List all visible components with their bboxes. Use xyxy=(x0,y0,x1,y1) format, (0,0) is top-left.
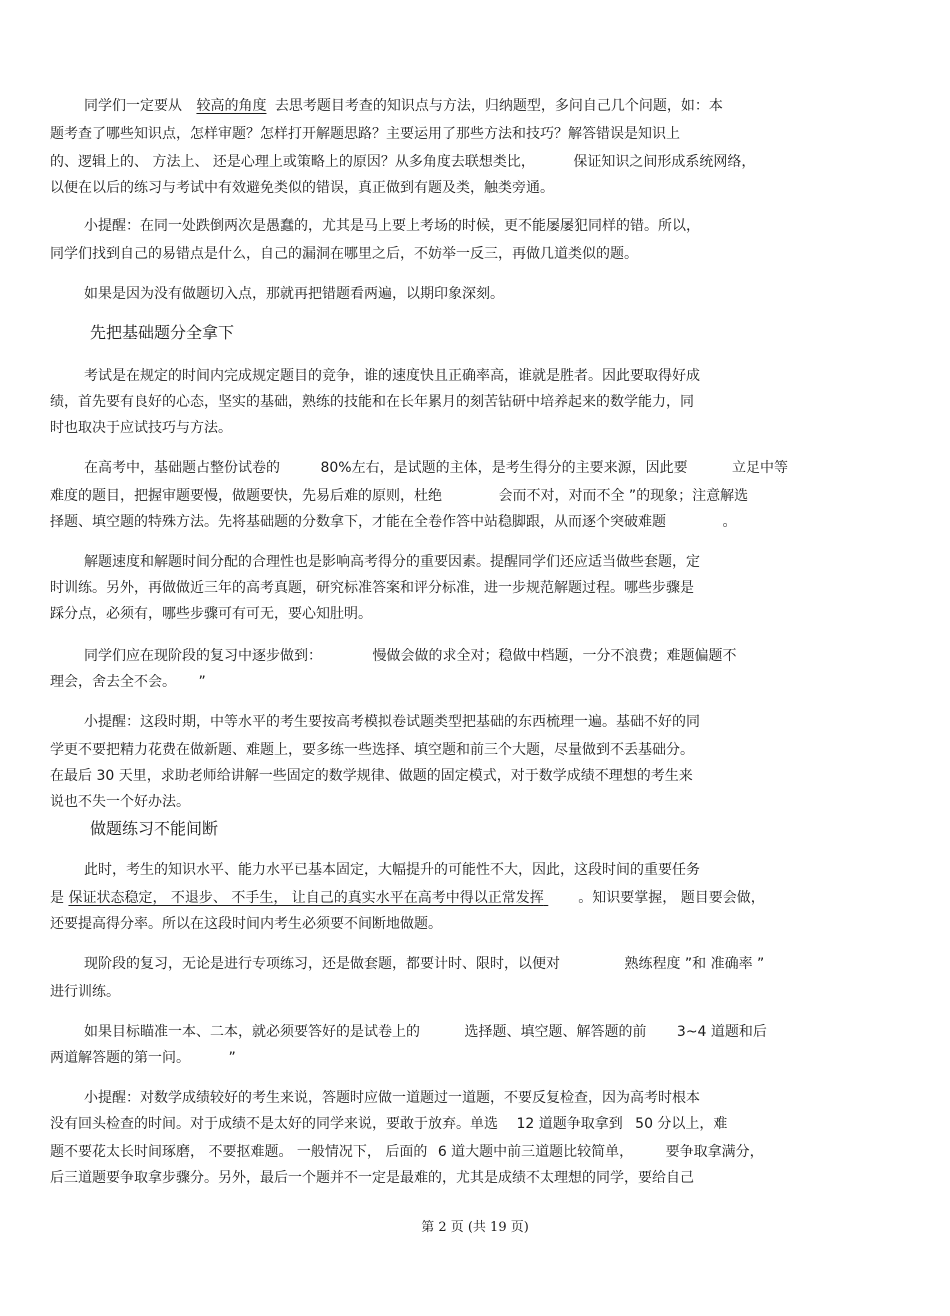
para2-line2: 同学们找到自己的易错点是什么，自己的漏洞在哪里之后，不妨举一反三，再做几道类似的题。 xyxy=(50,246,638,262)
text: 同学们应在现阶段的复习中逐步做到： xyxy=(84,648,322,664)
text: 题不要花太长时间琢磨， 不要抠难题。 一般情况下， 后面的 xyxy=(50,1144,428,1160)
para7-line2 xyxy=(50,672,206,692)
text: 保证知识之间形成系统网络， xyxy=(573,154,756,170)
text: 80%左右，是试题的主体，是考生得分的主要来源，因此要 xyxy=(320,460,688,476)
text: 。 xyxy=(722,514,737,530)
text: ” xyxy=(198,674,206,690)
text: 选择题、填空题、解答题的前 xyxy=(464,1024,647,1040)
underline-blank xyxy=(544,888,574,908)
para9-line3: 还要提高得分率。所以在这段时间内考生必须要不间断地做题。 xyxy=(50,916,442,932)
para1-line2: 题考查了哪些知识点，怎样审题？怎样打开解题思路？主要运用了那些方法和技巧？解答错误是知识上 xyxy=(50,126,680,142)
para1-line4: 以便在以后的练习与考试中有效避免类似的错误，真正做到有题及类，触类旁通。 xyxy=(50,180,554,196)
text: 去思考题目考查的知识点与方法，归纳题型，多问自己几个问题，如：本 xyxy=(274,98,723,114)
text: ” xyxy=(228,1050,236,1066)
text: 择题、填空题的特殊方法。先将基础题的分数拿下，才能在全卷作答中站稳脚跟，从而逐个突破难题 xyxy=(50,514,666,530)
para8-line3: 在最后 30 天里，求助老师给讲解一些固定的数学规律、做题的固定模式，对于数学成绩不理想的考生来 xyxy=(50,768,693,784)
text: 在高考中，基础题占整份试卷的 xyxy=(84,460,280,476)
text: 同学们一定要从 xyxy=(84,98,182,114)
para10-line2: 进行训练。 xyxy=(50,984,120,1000)
section-heading-basics: 先把基础题分全拿下 xyxy=(90,323,235,342)
para12-line2 xyxy=(50,1114,727,1134)
text: 慢做会做的求全对；稳做中档题，一分不浪费；难题偏题不 xyxy=(372,648,737,664)
para1-line1 xyxy=(84,96,723,116)
text: 要争取拿满分， xyxy=(665,1144,764,1160)
para6-line3: 踩分点，必须有，哪些步骤可有可无，要心知肚明。 xyxy=(50,606,372,622)
para4-line1: 考试是在规定的时间内完成规定题目的竞争，谁的速度快且正确率高，谁就是胜者。因此要取得好成 xyxy=(84,368,700,384)
para11-line2 xyxy=(50,1048,236,1068)
text: 两道解答题的第一问。 xyxy=(50,1050,190,1066)
text: 难度的题目，把握审题要慢，做题要快，先易后难的原则，杜绝 xyxy=(50,488,442,504)
page-number-footer: 第 2 页 (共 19 页) xyxy=(421,1220,529,1235)
text: 50 分以上，难 xyxy=(635,1116,728,1132)
text: 6 道大题中前三道题比较简单， xyxy=(437,1144,634,1160)
text: 12 道题争取拿到 xyxy=(516,1116,623,1132)
text: 是 xyxy=(50,890,64,906)
para7-line1 xyxy=(84,646,736,666)
text: 理会，舍去全不会。 xyxy=(50,674,176,690)
para12-line1: 小提醒：对数学成绩较好的考生来说，答题时应做一道题过一道题，不要反复检查，因为高考时根本 xyxy=(84,1090,700,1106)
para6-line2: 时训练。另外，再做做近三年的高考真题，研究标准答案和评分标准，进一步规范解题过程。哪些步骤是 xyxy=(50,580,694,596)
text: 会而不对，对而不全 ”的现象；注意解选 xyxy=(498,488,749,504)
para12-line3 xyxy=(50,1142,764,1162)
section-heading-practice: 做题练习不能间断 xyxy=(90,819,219,838)
text: 熟练程度 ”和 准确率 ” xyxy=(624,956,765,972)
para2-line1: 小提醒：在同一处跌倒两次是愚蠢的，尤其是马上要上考场的时候，更不能屡屡犯同样的错。所以， xyxy=(84,218,700,234)
underlined-phrase: 较高的角度 xyxy=(196,98,267,114)
para6-line1: 解题速度和解题时间分配的合理性也是影响高考得分的重要因素。提醒同学们还应适当做些套题，定 xyxy=(84,554,700,570)
text: 。知识要掌握， 题目要会做， xyxy=(578,890,765,906)
para9-line1: 此时，考生的知识水平、能力水平已基本固定，大幅提升的可能性不大，因此，这段时间的重要任务 xyxy=(84,862,700,878)
para8-line4: 说也不失一个好办法。 xyxy=(50,794,190,810)
para8-line2: 学更不要把精力花费在做新题、难题上，要多练一些选择、填空题和前三个大题，尽量做到不丢基础分。 xyxy=(50,742,694,758)
text: 如果目标瞄准一本、二本，就必须要答好的是试卷上的 xyxy=(84,1024,420,1040)
underlined-phrase: 保证状态稳定， 不退步、 不手生， 让自己的真实水平在高考中得以正常发挥 xyxy=(68,890,544,906)
text: 的、逻辑上的、 方法上、 还是心理上或策略上的原因？从多角度去联想类比， xyxy=(50,154,535,170)
para12-line4: 后三道题要争取拿步骤分。另外，最后一个题并不一定是最难的，尤其是成绩不太理想的同学，要给自己 xyxy=(50,1170,694,1186)
para5-line1 xyxy=(84,458,788,478)
text: 立足中等 xyxy=(732,460,789,476)
para4-line3: 时也取决于应试技巧与方法。 xyxy=(50,420,232,436)
para3-line1: 如果是因为没有做题切入点，那就再把错题看两遍，以期印象深刻。 xyxy=(84,286,504,302)
text: 没有回头检查的时间。对于成绩不是太好的同学来说，要敢于放弃。单选 xyxy=(50,1116,498,1132)
para1-line3 xyxy=(50,152,755,172)
para10-line1 xyxy=(84,954,764,974)
para8-line1: 小提醒：这段时期，中等水平的考生要按高考模拟卷试题类型把基础的东西梳理一遍。基础不好的同 xyxy=(84,714,700,730)
text: 3~4 道题和后 xyxy=(676,1024,767,1040)
para4-line2: 绩，首先要有良好的心态，坚实的基础，熟练的技能和在长年累月的刻苦钻研中培养起来的数学能力，同 xyxy=(50,394,694,410)
para5-line2 xyxy=(50,486,748,506)
para11-line1 xyxy=(84,1022,767,1042)
para5-line3 xyxy=(50,512,736,532)
para9-line2 xyxy=(50,888,765,908)
text: 现阶段的复习，无论是进行专项练习，还是做套题，都要计时、限时，以便对 xyxy=(84,956,560,972)
